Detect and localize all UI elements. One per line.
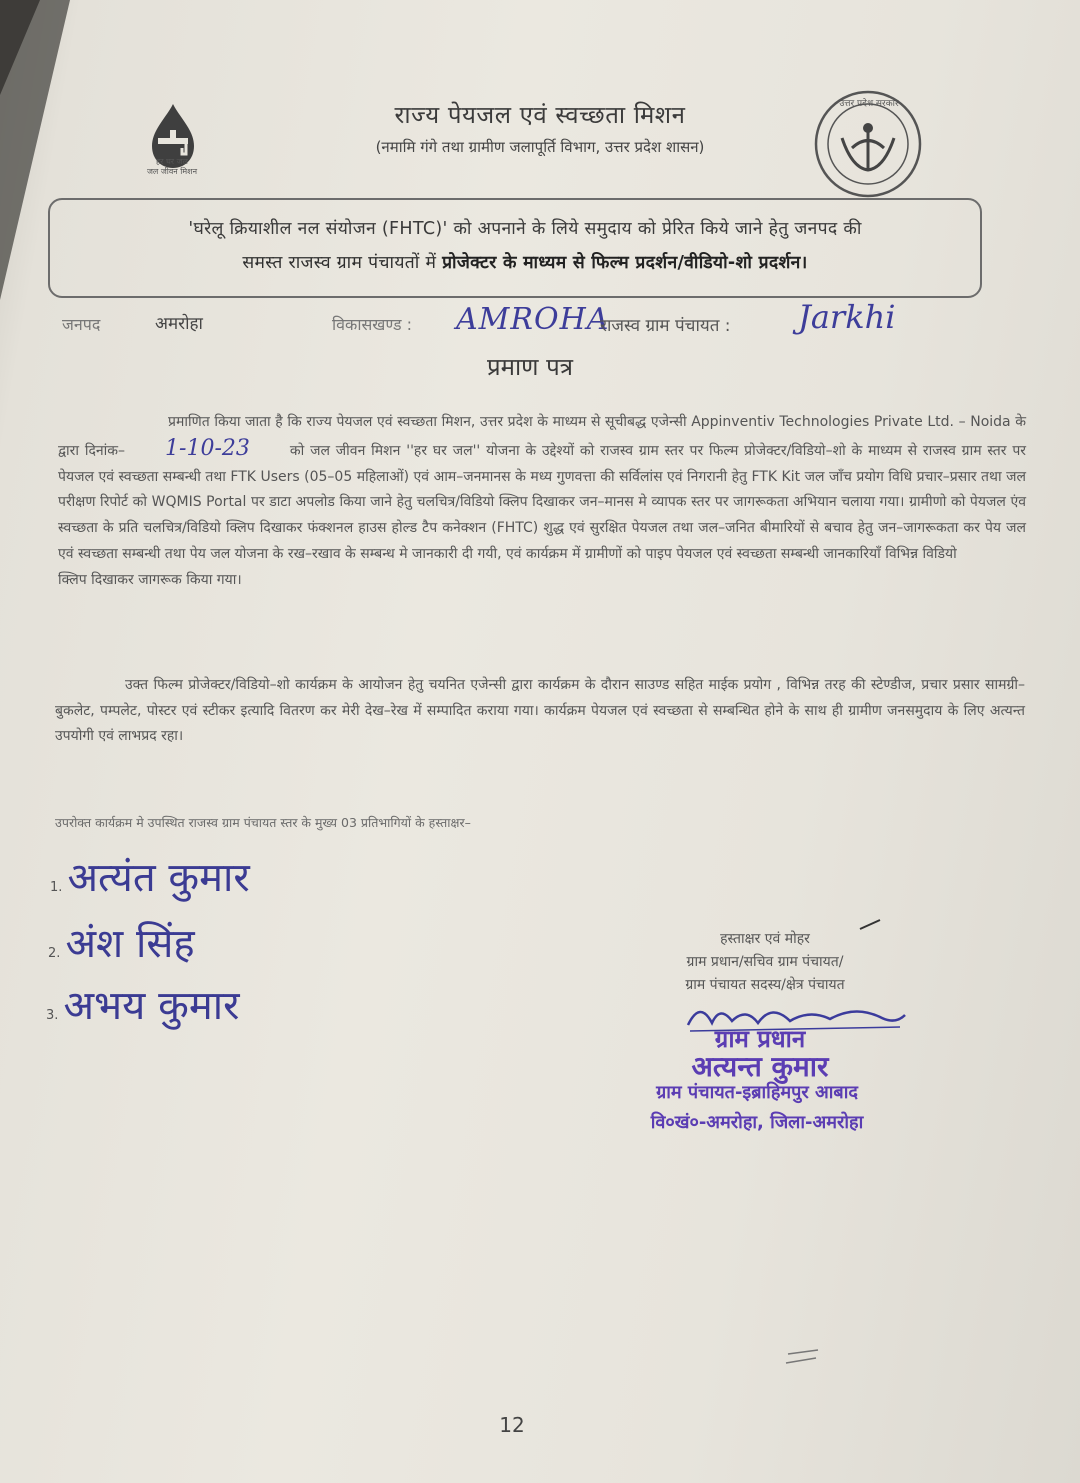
stamp-role: ग्राम प्रधान: [714, 1025, 806, 1053]
banner-line-2: [70, 250, 980, 274]
attendee-row: [50, 848, 250, 903]
logo-left-caption: हर घर जल जल जीवन मिशन: [146, 157, 198, 176]
certificate-paragraph-1: [58, 410, 1026, 594]
gram-panchayat-label: राजस्व ग्राम पंचायत :: [600, 316, 731, 336]
banner-line-2-text: समस्त राजस्व ग्राम पंचायतों में: [242, 253, 443, 273]
program-banner: [48, 198, 982, 298]
stamp-block-district: वि०खं०-अमरोहा, जिला-अमरोहा: [650, 1112, 864, 1133]
attendee-number: 1.: [50, 880, 63, 895]
paragraph-1-end: क्लिप दिखाकर जागरूक किया गया।: [58, 571, 242, 588]
stamp-gram-panchayat: ग्राम पंचायत-इब्राहिमपुर आबाद: [656, 1082, 858, 1103]
attendee-signature: अंश सिंह: [65, 921, 195, 967]
attendee-row: [48, 914, 195, 969]
district-value: अमरोहा: [155, 314, 203, 334]
page-subtitle: (नमामि गंगे तथा ग्रामीण जलापूर्ति विभाग, उत्तर प्रदेश शासन): [375, 138, 705, 156]
page-shadow-corner-dark: [0, 0, 40, 95]
signature-block: [620, 928, 910, 997]
block-label: विकासखण्ड :: [332, 315, 413, 334]
signature-role-line: ग्राम प्रधान/सचिव ग्राम पंचायत/: [686, 954, 844, 970]
program-date: 1-10-23: [165, 435, 250, 461]
paragraph-2-text: उक्त फिल्म प्रोजेक्टर/विडियो–शो कार्यक्रम के आयोजन हेतु चयनित एजेन्सी द्वारा कार्यक्रम के दौरान साउण्ड सहित माईक प्रयोग , विभिन्न तरह की स्टेण्डीज, प्रचार प्रसार सामग्री–बुकलेट, पम्पलेट, पोस्टर एवं स्टीकर इत्यादि वितरण कर मेरी देख–रेख में सम्पादित कराया गया। कार्यक्रम पेयजल एवं स्वच्छता से सम्बन्धित होने के साथ ही ग्रामीण जनसमुदाय के लिए अत्यन्त उपयोगी एवं लाभप्रद रहा।: [55, 677, 1025, 744]
attendee-number: 3.: [46, 1008, 59, 1023]
page-title: राज्य पेयजल एवं स्वच्छता मिशन: [394, 101, 686, 129]
certificate-title: प्रमाण पत्र: [486, 353, 574, 381]
tick-mark: [856, 917, 886, 933]
banner-line-2-bold: प्रोजेक्टर के माध्यम से फिल्म प्रदर्शन/वीडियो-शो प्रदर्शन।: [442, 253, 808, 273]
banner-line-1: 'घरेलू क्रियाशील नल संयोजन (FHTC)' को अपनाने के लिये समुदाय को प्रेरित किये जाने हेतु जनपद की: [188, 219, 862, 239]
attendee-signature: अभय कुमार: [63, 983, 240, 1029]
signature-caption: हस्ताक्षर एवं मोहर: [720, 931, 810, 947]
paragraph-1-part-1: प्रमाणित किया जाता है कि राज्य पेयजल एवं स्वच्छता मिशन, उत्तर प्रदेश के माध्यम से सूचीबद्ध एजेन्सी Appinventiv Technologies Private Ltd. – Noida के द्वारा दिनांक–: [58, 414, 1026, 459]
page-number: 12: [499, 1413, 525, 1437]
certificate-paragraph-2: [55, 673, 1025, 750]
signature-role-line: ग्राम पंचायत सदस्य/क्षेत्र पंचायत: [685, 977, 845, 993]
attendee-row: [46, 976, 239, 1031]
stamp-name: अत्यन्त कुमार: [691, 1050, 829, 1083]
paragraph-1-part-2: को जल जीवन मिशन ''हर घर जल'' योजना के उद्देश्यों को राजस्व ग्राम स्तर पर फिल्म प्रोजेक्टर/विडियो–शो के माध्यम से राजस्व ग्राम स्तर पर पेयजल एवं स्वच्छता सम्बन्धी तथा FTK Users (05–05 महिलाओं) एवं आम–जनमानस के मध्य गुणवत्ता की सर्विलांस एवं निगरानी हेतु FTK Kit जल जाँच प्रयोग विधि प्रचार–प्रसार तथा जल परीक्षण रिपोर्ट को WQMIS Portal पर डाटा अपलोड किया जाने हेतु चलचित्र/विडियो क्लिप दिखाकर जन–मानस मे व्यापक स्तर पर जागरूकता अभियान चलाया गया। ग्रामीणो को पेयजल एंव स्वच्छता के प्रति चलचित्र/विडियो क्लिप दिखाकर फंक्शनल हाउस होल्ड टैप कनेक्शन (FHTC) शुद्ध एवं सुरक्षित पेयजल तथा जल–जनित बीमारियों से बचाव हेतु जन–जागरूकता कर पेय जल एवं स्वच्छता सम्बन्धी तथा पेय जल योजना के रख–रखाव के सम्बन्ध मे जानकारी दी गयी, एवं कार्यक्रम में ग्रामीणों को पाइप पेयजल एवं स्वच्छता सम्बन्धी जानकारियॉं विभिन्न विडियो: [58, 442, 1026, 562]
district-label: जनपद: [62, 315, 101, 334]
attendee-signature: अत्यंत कुमार: [67, 855, 250, 901]
seal-caption: उत्तर प्रदेश सरकार: [839, 99, 899, 109]
pencil-mark: [783, 1345, 823, 1370]
attendee-number: 2.: [48, 946, 61, 961]
attendees-intro: उपरोक्त कार्यक्रम मे उपस्थित राजस्व ग्राम पंचायत स्तर के मुख्य 03 प्रतिभागियों के हस्ताक्षर–: [55, 815, 471, 830]
block-value: AMROHA: [456, 302, 610, 337]
gram-panchayat-value: Jarkhi: [798, 298, 896, 336]
